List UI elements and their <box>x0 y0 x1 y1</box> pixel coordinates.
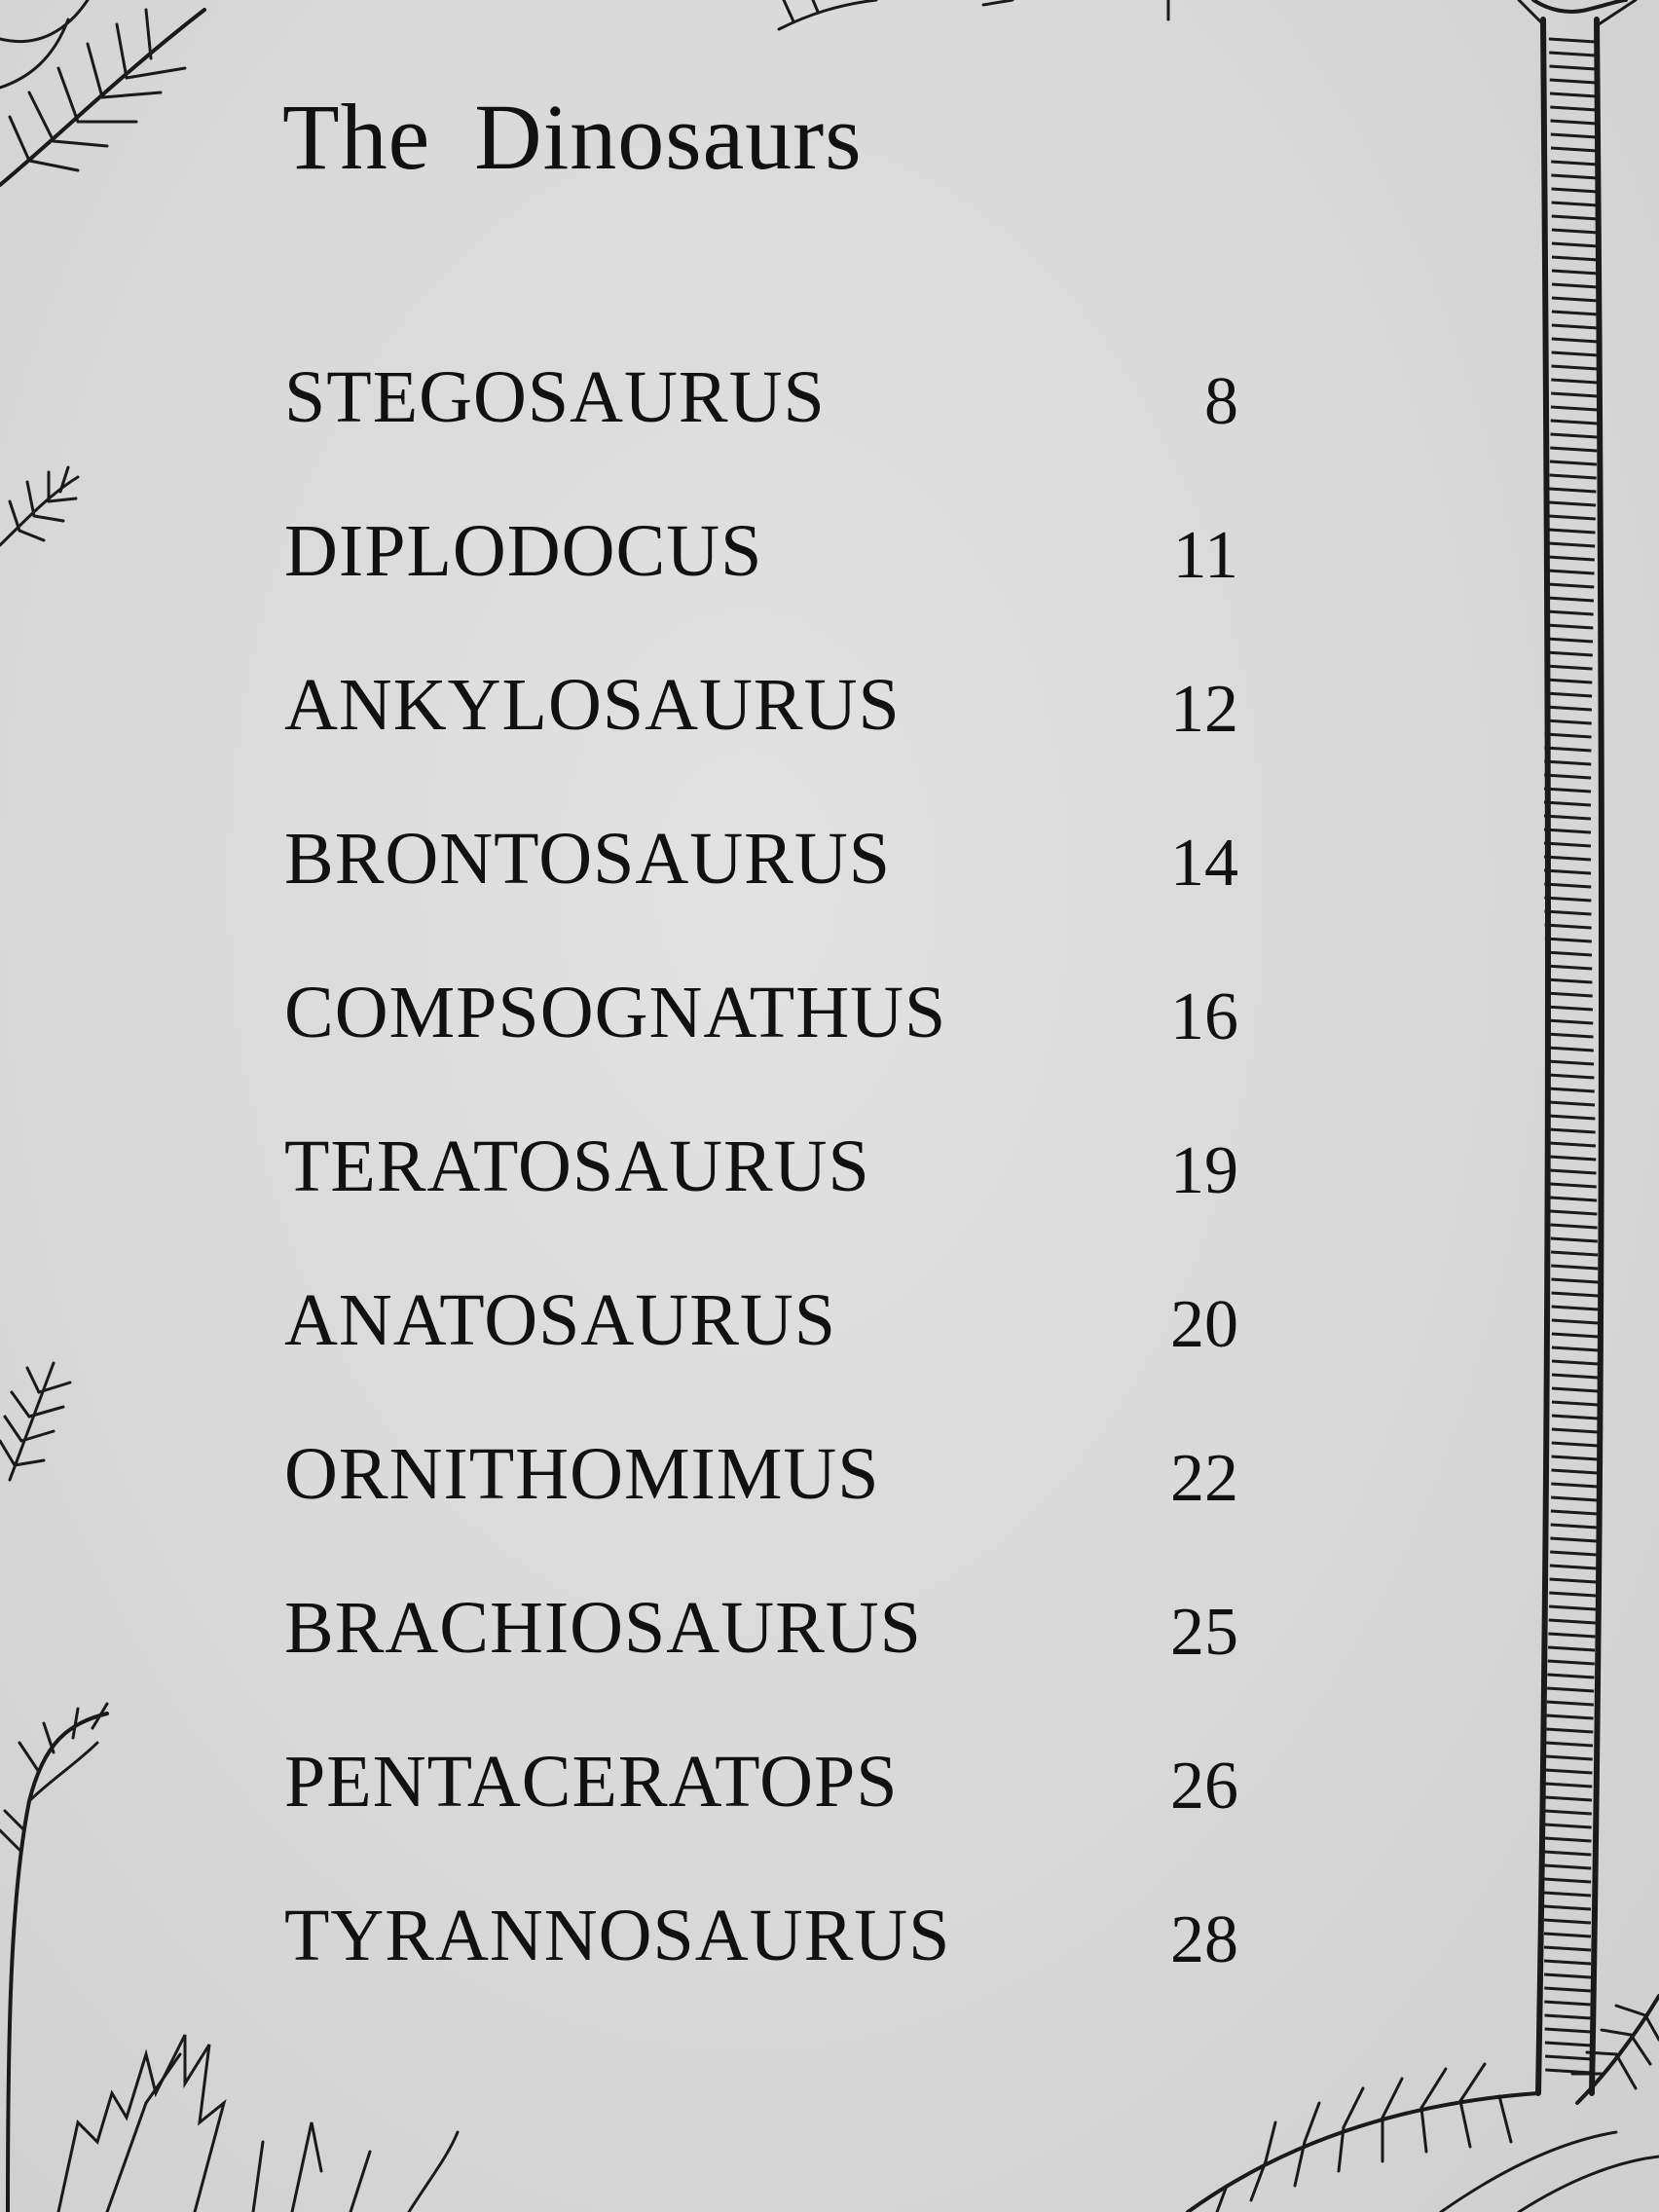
bark-line <box>1545 2043 1592 2046</box>
dinosaur-name: STEGOSAURUS <box>284 356 826 438</box>
bark-line <box>1551 1497 1598 1500</box>
bark-line <box>1552 1361 1599 1364</box>
bark-line <box>1545 1797 1592 1800</box>
bark-line <box>1550 1184 1597 1187</box>
dinosaur-name: TYRANNOSAURUS <box>284 1895 951 1976</box>
bark-line <box>1552 230 1599 233</box>
bark-line <box>1549 489 1596 492</box>
bark-line <box>1551 134 1598 137</box>
bark-line <box>1552 189 1599 192</box>
bark-line <box>1551 393 1598 396</box>
bark-line <box>1544 775 1591 778</box>
bark-line <box>1544 884 1591 887</box>
page-number: 19 <box>1170 1133 1238 1208</box>
bark-line <box>1551 421 1598 424</box>
bark-line <box>1552 1402 1599 1405</box>
bark-line <box>1547 1061 1594 1064</box>
bark-line <box>1552 216 1599 219</box>
bark-line <box>1552 339 1599 342</box>
bark-line <box>1551 1266 1598 1269</box>
bark-line <box>1545 1784 1592 1787</box>
bark-line <box>1546 1743 1593 1746</box>
bark-line <box>1547 611 1594 614</box>
bark-line <box>1546 1756 1593 1759</box>
bark-line <box>1548 1634 1595 1637</box>
list-item <box>284 818 1238 976</box>
list-item <box>284 1279 1238 1437</box>
list-item <box>284 1741 1238 1899</box>
bark-line <box>1550 1566 1597 1568</box>
bark-line <box>1544 789 1591 792</box>
bark-line <box>1545 1825 1592 1827</box>
bark-line <box>1552 271 1599 274</box>
bark-line <box>1552 1429 1599 1432</box>
page-number: 22 <box>1170 1441 1238 1516</box>
bark-line <box>1544 816 1591 819</box>
page-number: 11 <box>1172 518 1238 593</box>
bark-line <box>1548 543 1595 546</box>
bark-line <box>1547 1688 1594 1691</box>
bark-line <box>1545 707 1592 710</box>
dinosaur-name: ANKYLOSAURUS <box>284 664 901 746</box>
bark-line <box>1545 1838 1592 1841</box>
page-number: 8 <box>1204 364 1238 439</box>
bark-line <box>1544 857 1591 860</box>
bark-line <box>1545 734 1592 737</box>
bark-line <box>1548 530 1595 533</box>
bark-line <box>1548 557 1595 560</box>
bark-line <box>1545 979 1592 982</box>
bark-line <box>1544 2015 1591 2018</box>
bark-line <box>1550 1552 1597 1555</box>
bark-line <box>1549 39 1596 42</box>
bark-line <box>1551 1511 1598 1514</box>
bark-line <box>1551 1225 1598 1228</box>
bark-line <box>1546 652 1593 655</box>
bark-line <box>1552 1293 1599 1296</box>
bark-line <box>1544 748 1591 751</box>
bark-line <box>1547 1048 1594 1051</box>
bark-line <box>1545 2070 1592 2073</box>
list-item <box>284 1895 1238 2052</box>
bark-line <box>1548 571 1595 573</box>
bark-line <box>1549 1593 1596 1596</box>
bark-line <box>1549 1129 1596 1132</box>
bark-line <box>1550 93 1597 96</box>
bark-line <box>1551 1279 1598 1282</box>
bark-line <box>1550 80 1597 83</box>
list-item <box>284 356 1238 514</box>
bark-line <box>1550 1198 1597 1200</box>
page-number: 16 <box>1170 979 1238 1054</box>
bark-line <box>1547 1675 1594 1677</box>
bark-line <box>1552 1456 1599 1459</box>
bark-line <box>1546 666 1593 669</box>
bark-line <box>1546 1020 1593 1023</box>
bark-line <box>1552 352 1599 355</box>
bark-line <box>1551 366 1598 369</box>
bark-line <box>1551 121 1598 124</box>
bark-line <box>1549 66 1596 69</box>
bark-line <box>1550 475 1597 478</box>
fern-icon <box>0 0 204 185</box>
bark-line <box>1546 1007 1593 1010</box>
plant-icon <box>0 1704 107 2212</box>
dinosaur-name: PENTACERATOPS <box>284 1741 899 1823</box>
fern-icon <box>0 1363 70 1480</box>
bark-line <box>1547 1034 1594 1037</box>
bark-line <box>1544 898 1591 901</box>
bark-line <box>1547 1702 1594 1705</box>
bark-line <box>1544 843 1591 846</box>
bark-line <box>1550 107 1597 110</box>
list-item <box>284 1125 1238 1283</box>
bark-line <box>1552 257 1599 260</box>
bark-line <box>1549 53 1596 55</box>
page-number: 28 <box>1170 1902 1238 1977</box>
bark-line <box>1552 298 1599 301</box>
bark-line <box>1552 312 1599 314</box>
bark-line <box>1544 802 1591 805</box>
bark-line <box>1552 1307 1599 1309</box>
bark-line <box>1551 1252 1598 1255</box>
bark-line <box>1551 1238 1598 1241</box>
bark-line <box>1550 461 1597 464</box>
palm-tree-icon <box>1519 0 1636 2093</box>
bark-line <box>1552 243 1599 246</box>
bark-line <box>1551 1484 1598 1487</box>
list-item <box>284 664 1238 822</box>
bark-line <box>1544 911 1591 914</box>
bark-line <box>1552 203 1599 205</box>
list-item <box>284 510 1238 668</box>
page-number: 26 <box>1170 1749 1238 1824</box>
dinosaur-name: COMPSOGNATHUS <box>284 972 947 1053</box>
bark-line <box>1544 1920 1591 1923</box>
fern-icon <box>58 2035 458 2212</box>
bark-line <box>1548 1647 1595 1650</box>
dinosaur-name: TERATOSAURUS <box>284 1125 870 1207</box>
bark-line <box>1546 993 1593 996</box>
bark-line <box>1551 1470 1598 1473</box>
bark-line <box>1544 1974 1591 1977</box>
bark-line <box>1544 1852 1591 1855</box>
bark-line <box>1544 870 1591 873</box>
bark-line <box>1552 1443 1599 1446</box>
bark-line <box>1545 2056 1592 2059</box>
dinosaur-name: DIPLODOCUS <box>284 510 763 592</box>
bark-line <box>1548 1088 1595 1091</box>
bark-line <box>1544 1934 1591 1936</box>
list-item <box>284 1433 1238 1591</box>
bark-line <box>1545 925 1592 928</box>
bark-line <box>1550 434 1597 437</box>
bark-line <box>1550 1170 1597 1173</box>
bark-line <box>1545 693 1592 696</box>
bark-line <box>1549 1606 1596 1609</box>
fern-icon <box>0 467 78 545</box>
bark-line <box>1544 1988 1591 1991</box>
bark-line <box>1552 1388 1599 1391</box>
bark-line <box>1544 1865 1591 1868</box>
bark-line <box>1545 939 1592 941</box>
page-title: The Dinosaurs <box>282 85 863 189</box>
bark-line <box>1549 1620 1596 1623</box>
bark-line <box>1547 1715 1594 1718</box>
bark-line <box>1551 148 1598 151</box>
bark-line <box>1551 1525 1598 1528</box>
bark-line <box>1551 175 1598 178</box>
bark-line <box>1547 598 1594 601</box>
bark-line <box>1549 1157 1596 1160</box>
bark-line <box>1550 1538 1597 1541</box>
bark-line <box>1550 1579 1597 1582</box>
dinosaur-name: BRACHIOSAURUS <box>284 1587 922 1669</box>
bark-line <box>1548 1102 1595 1105</box>
dinosaur-name: BRONTOSAURUS <box>284 818 891 900</box>
list-item <box>284 1587 1238 1745</box>
bark-line <box>1544 1961 1591 1964</box>
bark-line <box>1544 2002 1591 2005</box>
bark-line <box>1552 1347 1599 1350</box>
bark-line <box>1545 952 1592 955</box>
bark-line <box>1545 1770 1592 1773</box>
bark-line <box>1545 680 1592 682</box>
bark-line <box>1551 407 1598 410</box>
bark-line <box>1551 380 1598 383</box>
page-number: 20 <box>1170 1287 1238 1362</box>
bark-line <box>1545 966 1592 969</box>
palm-tree-icon <box>1544 39 1599 2073</box>
fern-icon <box>1188 1996 1659 2212</box>
page-number: 14 <box>1170 826 1238 901</box>
bark-line <box>1550 1211 1597 1214</box>
bark-line <box>1544 1893 1591 1896</box>
bark-line <box>1552 1334 1599 1337</box>
fern-icon <box>779 0 1168 29</box>
bark-line <box>1544 761 1591 764</box>
bark-line <box>1552 325 1599 328</box>
bark-line <box>1545 720 1592 723</box>
bark-line <box>1546 625 1593 628</box>
page-number: 25 <box>1170 1595 1238 1670</box>
bark-line <box>1544 830 1591 832</box>
bark-line <box>1551 162 1598 165</box>
bark-line <box>1548 1116 1595 1119</box>
dinosaur-name: ORNITHOMIMUS <box>284 1433 880 1515</box>
bark-line <box>1545 2029 1592 2032</box>
bark-line <box>1546 639 1593 642</box>
bark-line <box>1549 516 1596 519</box>
table-of-contents <box>284 356 1238 2052</box>
bark-line <box>1545 1811 1592 1814</box>
bark-line <box>1549 1143 1596 1146</box>
page-number: 12 <box>1170 672 1238 747</box>
list-item <box>284 972 1238 1129</box>
bark-line <box>1548 1661 1595 1664</box>
bark-line <box>1544 1947 1591 1950</box>
bark-line <box>1552 284 1599 287</box>
bark-line <box>1550 448 1597 451</box>
bark-line <box>1552 1320 1599 1323</box>
bark-line <box>1552 1375 1599 1378</box>
bark-line <box>1544 1879 1591 1882</box>
bark-line <box>1549 502 1596 505</box>
bark-line <box>1547 584 1594 587</box>
bark-line <box>1546 1729 1593 1732</box>
bark-line <box>1544 1906 1591 1909</box>
dinosaur-name: ANATOSAURUS <box>284 1279 837 1361</box>
bark-line <box>1552 1416 1599 1419</box>
bark-line <box>1547 1075 1594 1078</box>
